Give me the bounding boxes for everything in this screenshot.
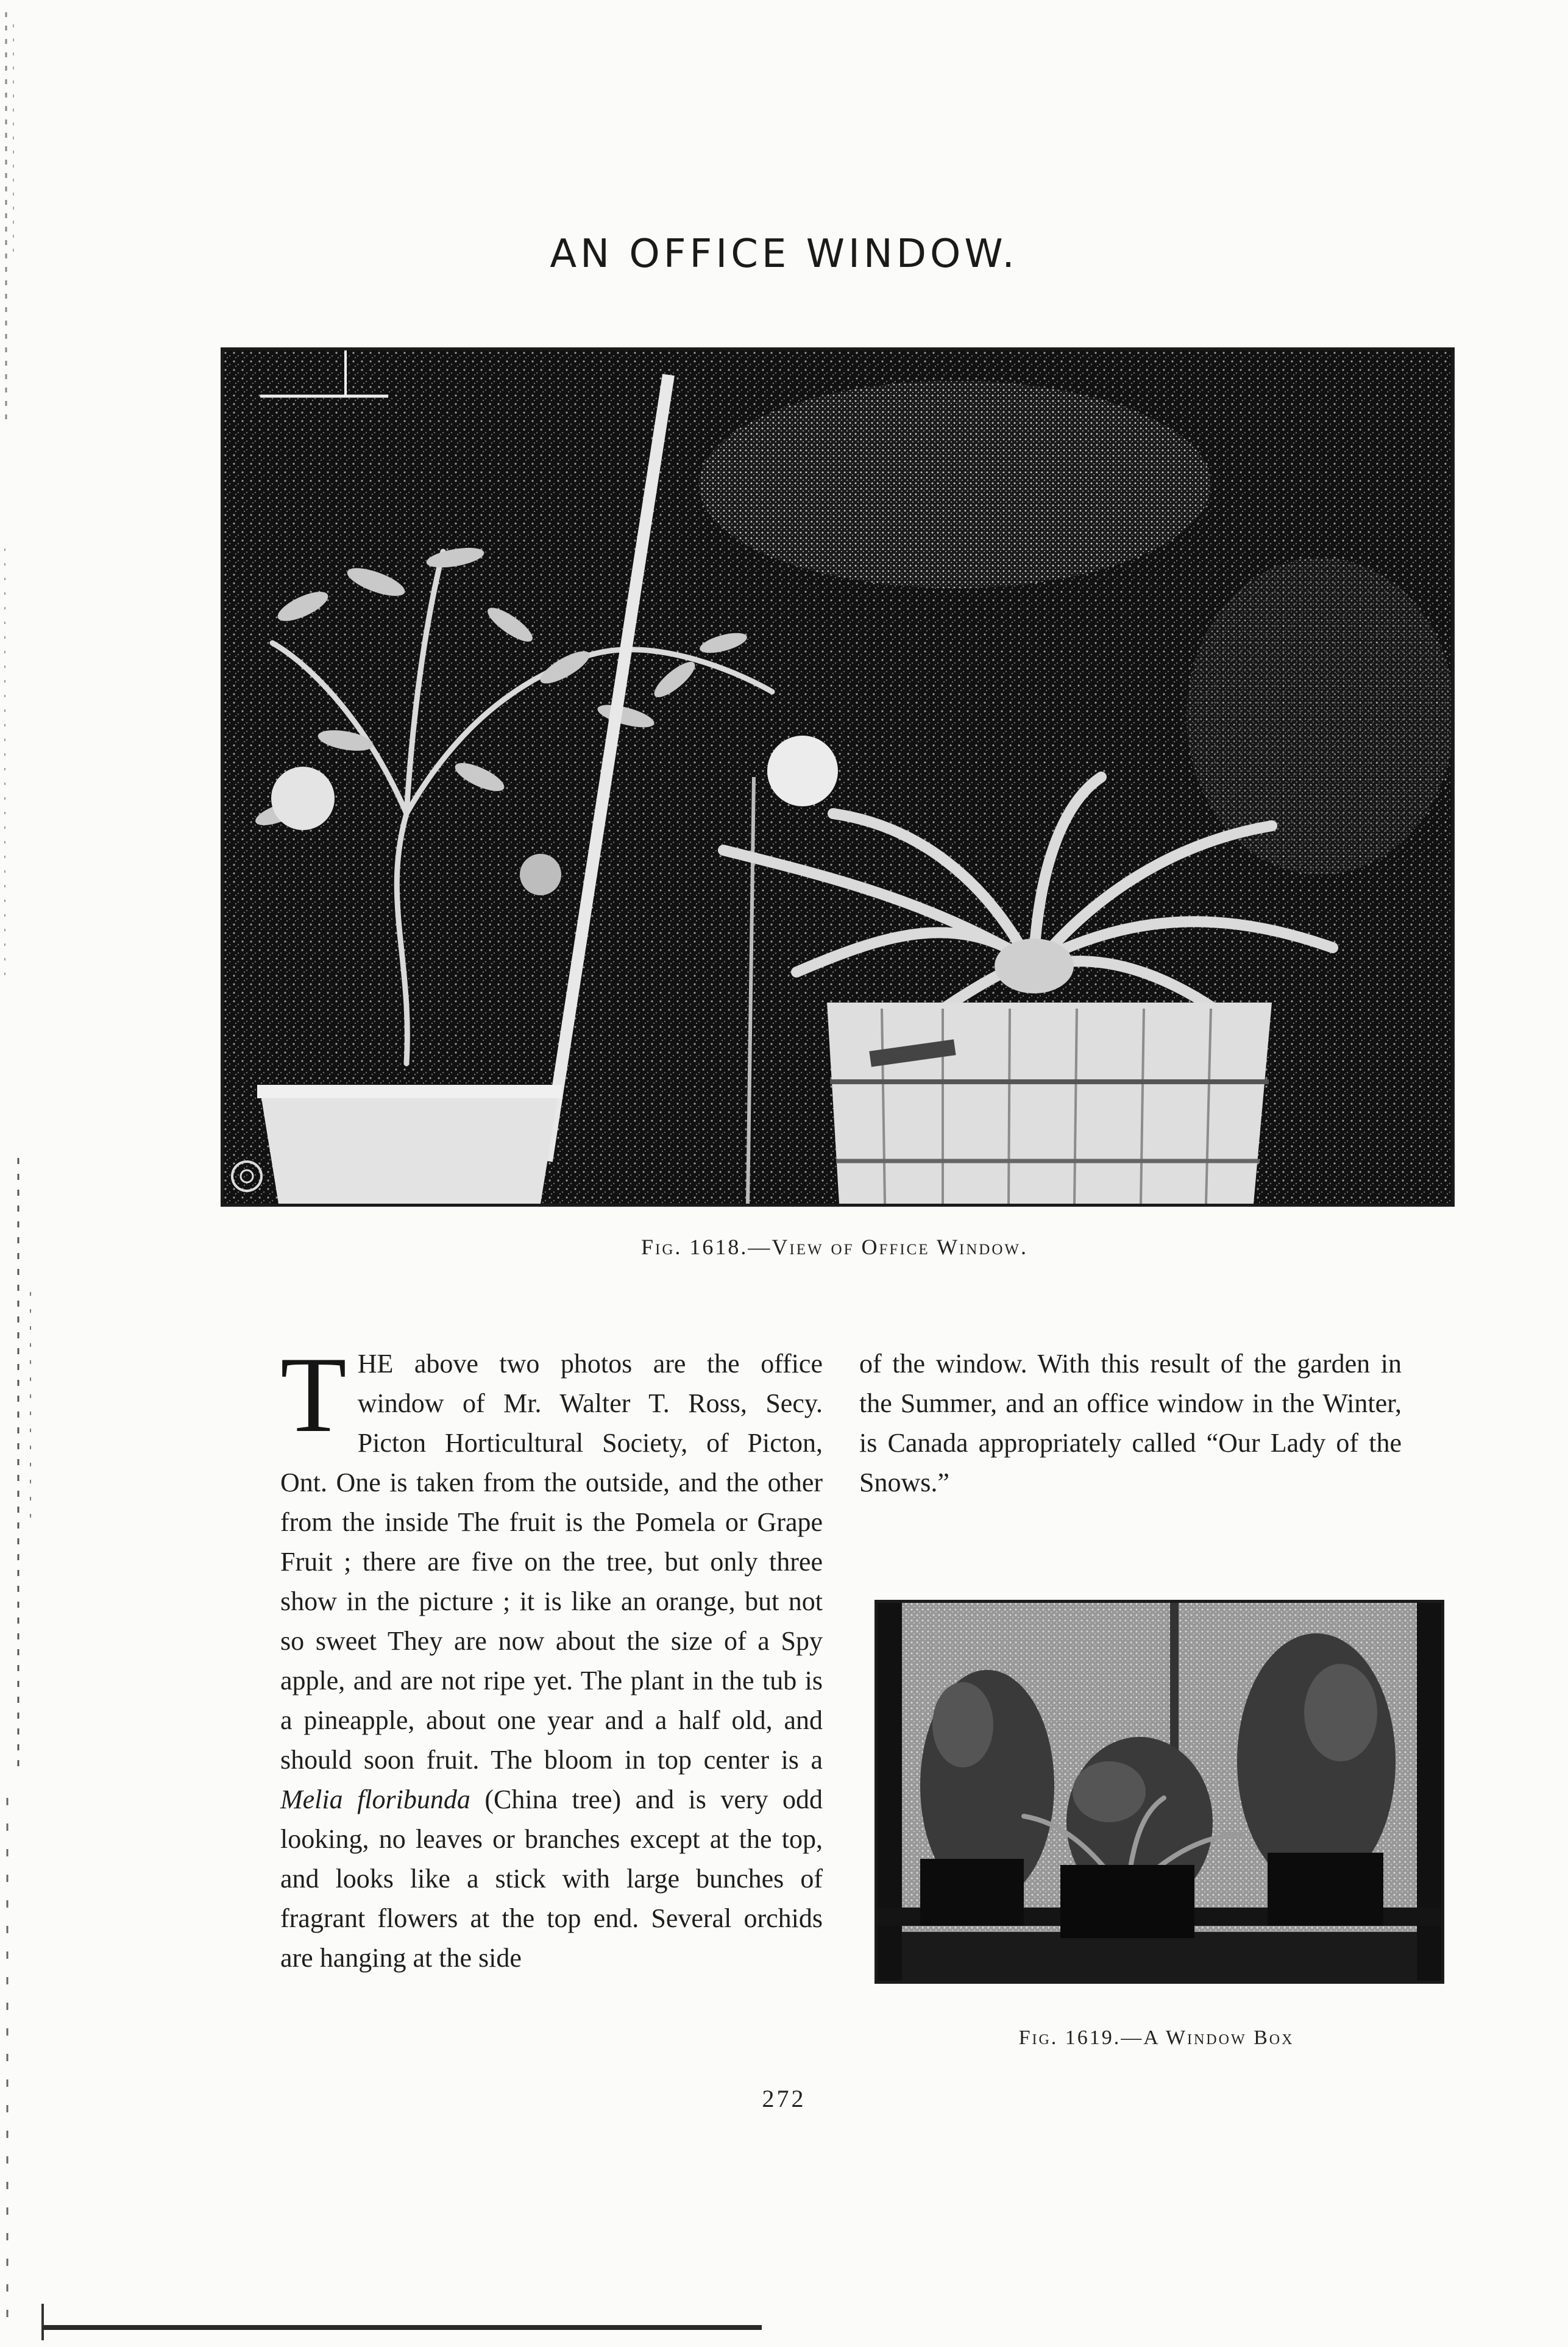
body-paragraph-continuation: of the window. With this result of the garden in the Summer, and an office window in the Winter, is Canada appropriately called “Our Lady of the Snows.”: [859, 1349, 1402, 1497]
figure-caption-1618: Fig. 1618.—View of Office Window.: [640, 1235, 1029, 1259]
body-text-right-column: [859, 1344, 1402, 1502]
window-box-photo: [874, 1600, 1444, 1984]
body-paragraph-part-2: (China tree) and is very odd looking, no leaves or branches except at the top, and looks like a stick with large bunches of fragrant flowers at the top end. Several orchids are hanging at the side: [280, 1784, 823, 1973]
page-number: 272: [762, 2085, 806, 2112]
office-window-photo: [221, 347, 1455, 1207]
scan-edge-artifact: [0, 0, 49, 2347]
figure-caption-1619: Fig. 1619.—A Window Box: [1018, 2026, 1294, 2049]
page-title: AN OFFICE WINDOW.: [550, 232, 1018, 277]
botanical-name: Melia floribunda: [280, 1784, 470, 1814]
body-paragraph-part-1: HE above two photos are the office window of Mr. Walter T. Ross, Secy. Picton Horticultural Society, of Picton, Ont. One is taken from the outside, and the other from the inside The fruit is the Pomela or Grape Fruit ; there are five on the tree, but only three show in the picture ; it is like an orange, but not so sweet They are now about the size of a Spy apple, and are not ripe yet. The plant in the tub is a pineapple, about one year and a half old, and should soon fruit. The bloom in top center is a: [280, 1349, 823, 1775]
bottom-rule: [43, 2325, 762, 2330]
body-text-left-column: [280, 1334, 823, 1978]
drop-cap-letter: T: [280, 1334, 347, 1455]
